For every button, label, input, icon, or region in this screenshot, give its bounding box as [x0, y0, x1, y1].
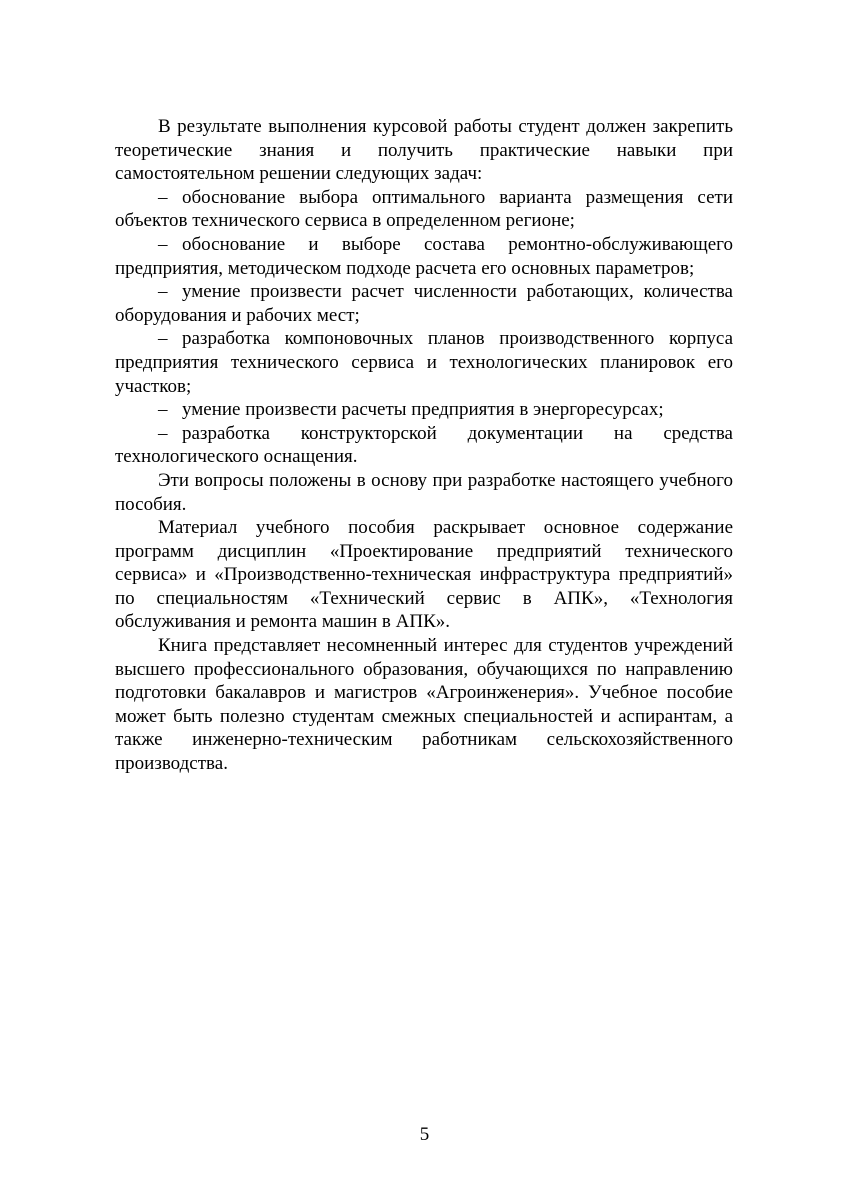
dash-marker: –	[158, 186, 168, 208]
task-item	[115, 327, 733, 398]
dash-marker: –	[158, 328, 168, 350]
dash-marker: –	[158, 233, 168, 255]
task-item	[115, 398, 733, 422]
task-item	[115, 422, 733, 469]
page-number: 5	[419, 1124, 430, 1145]
task-item-text: умение произвести расчеты предприятия в энергоресурсах;	[182, 399, 664, 421]
purpose-paragraph: Эти вопросы положены в основу при разработке настоящего учебного пособия.	[115, 469, 733, 515]
audience-paragraph: Книга представляет несомненный интерес для студентов учреждений высшего профессионального образования, обучающихся по направлению подготовки бакалавров и магистров «Агроинженерия». Учебное пособие может быть полезно студентам смежных специальностей и аспирантам, а также инженерно-техническим работникам сельскохозяйственного производства.	[115, 635, 733, 775]
task-item-text: обоснование и выборе состава ремонтно-обслуживающего предприятия, методическом подходе расчета его основных параметров;	[115, 233, 733, 279]
task-item-text: разработка компоновочных планов производственного корпуса предприятия технического сервиса и технологических планировок его участков;	[115, 328, 733, 397]
intro-paragraph: В результате выполнения курсовой работы студент должен закрепить теоретические знания и получить практические навыки при самостоятельном решении следующих задач:	[115, 116, 733, 185]
task-item-text: разработка конструкторской документации на средства технологического оснащения.	[115, 422, 733, 468]
dash-marker: –	[158, 422, 168, 444]
task-item	[115, 186, 733, 233]
dash-marker: –	[158, 399, 168, 421]
task-item-text: обоснование выбора оптимального варианта размещения сети объектов технического сервиса в определенном регионе;	[115, 186, 733, 232]
task-item	[115, 280, 733, 327]
dash-marker: –	[158, 281, 168, 303]
content-paragraph: Материал учебного пособия раскрывает основное содержание программ дисциплин «Проектирование предприятий технического сервиса» и «Производственно-техническая инфраструктура предприятий» по специальностям «Технический сервис в АПК», «Технология обслуживания и ремонта машин в АПК».	[115, 517, 733, 633]
task-item-text: умение произвести расчет численности работающих, количества оборудования и рабочих мест;	[115, 281, 733, 326]
task-item	[115, 233, 733, 280]
body-text	[115, 115, 733, 776]
